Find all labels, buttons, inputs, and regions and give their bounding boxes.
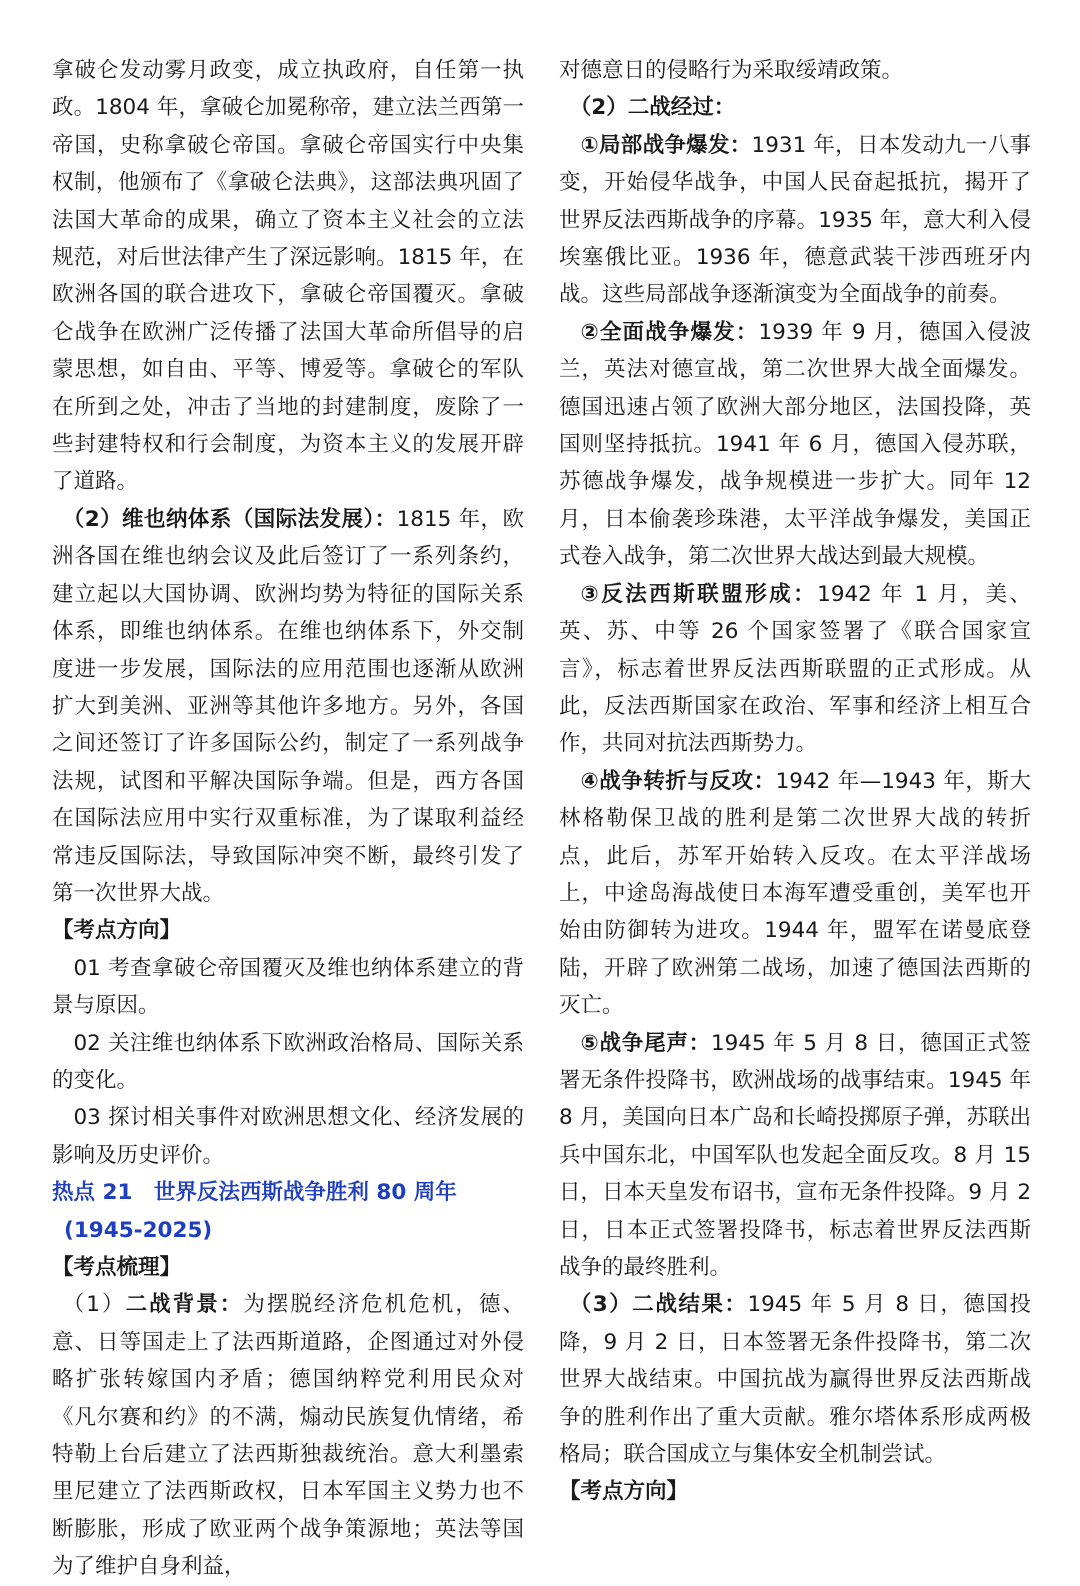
napoleon-paragraph: 拿破仑发动雾月政变，成立执政府，自任第一执政。1804 年，拿破仑加冕称帝，建立法兰西第一帝国，史称拿破仑帝国。拿破仑帝国实行中央集权制，他颁布了《拿破仑法典》，这部法典巩固了法国大革命的成果，确立了资本主义社会的立法规范，对后世法律产生了深远影响。1815 年，在欧洲各国的联合进攻下，拿破仑帝国覆灭。拿破仑战争在欧洲广泛传播了法国大革命所倡导的启蒙思想，如自由、平等、博爱等。拿破仑的军队在所到之处，冲击了当地的封建制度，废除了一些封建特权和行会制度，为资本主义的发展开辟了道路。 <box>52 58 524 495</box>
background-paragraph <box>52 1286 524 1585</box>
exam-direction-heading-2: 【考点方向】 <box>559 1479 689 1505</box>
local-war-heading: ①局部战争爆发： <box>580 132 752 158</box>
background-heading: 二战背景： <box>125 1292 244 1318</box>
hotspot-title: 热点 21 世界反法西斯战争胜利 80 周年 <box>52 1180 457 1206</box>
vienna-text: 1815 年，欧洲各国在维也纳会议及此后签订了一系列条约，建立起以大国协调、欧洲均势为特征的国际关系体系，即维也纳体系。在维也纳体系下，外交制度进一步发展，国际法的应用范围也逐渐从欧洲扩大到美洲、亚洲等其他许多地方。另外，各国之间还签订了许多国际公约，制定了一系列战争法规，试图和平解决国际争端。但是，西方各国在国际法应用中实行双重标准，为了谋取利益经常违反国际法，导致国际冲突不断，最终引发了第一次世界大战。 <box>52 506 524 906</box>
background-text: 为摆脱经济危机危机，德、意、日等国走上了法西斯道路，企图通过对外侵略扩张转嫁国内矛盾；德国纳粹党利用民众对《凡尔赛和约》的不满，煽动民族复仇情绪，希特勒上台后建立了法西斯独裁统治。意大利墨索里尼建立了法西斯政权，日本军国主义势力也不断膨胀，形成了欧亚两个战争策源地；英法等国为了维护自身利益， <box>52 1292 524 1580</box>
exam-direction-heading: 【考点方向】 <box>52 918 182 944</box>
war-end-paragraph <box>559 1025 1031 1287</box>
war-result-text: 1945 年 5 月 8 日，德国投降，9 月 2 日，日本签署无条件投降书，第二次世界大战结束。中国抗战为赢得世界反法西斯战争的胜利作出了重大贡献。雅尔塔体系形成两极格局；联合国成立与集体安全机制尝试。 <box>559 1292 1031 1468</box>
turning-point-text: 1942 年—1943 年，斯大林格勒保卫战的胜利是第二次世界大战的转折点，此后，苏军开始转入反攻。在太平洋战场上，中途岛海战使日本海军遭受重创，美军也开始由防御转为进攻。1944 年，盟军在诺曼底登陆，开辟了欧洲第二战场，加速了德国法西斯的灭亡。 <box>559 768 1031 1019</box>
right-column <box>559 52 1031 1511</box>
exam-direction-item-1: 01 考查拿破仑帝国覆灭及维也纳体系建立的背景与原因。 <box>52 955 524 1019</box>
war-end-text: 1945 年 5 月 8 日，德国正式签署无条件投降书，欧洲战场的战事结束。1945 年 8 月，美国向日本广岛和长崎投掷原子弹，苏联出兵中国东北，中国军队也发起全面反攻。8 月 15 日，日本天皇发布诏书，宣布无条件投降。9 月 2 日，日本正式签署投降书，标志着世界反法西斯战争的最终胜利。 <box>559 1030 1032 1280</box>
local-war-text: 1931 年，日本发动九一八事变，开始侵华战争，中国人民奋起抵抗，揭开了世界反法西斯战争的序幕。1935 年，意大利入侵埃塞俄比亚。1936 年，德意武装干涉西班牙内战。这些局部战争逐渐演变为全面战争的前奏。 <box>559 132 1031 308</box>
local-war-paragraph <box>559 127 1031 314</box>
appeasement-line: 对德意日的侵略行为采取绥靖政策。 <box>559 58 904 83</box>
exam-points-heading: 【考点梳理】 <box>52 1255 182 1280</box>
vienna-heading: （2）维也纳体系（国际法发展）： <box>62 506 397 532</box>
turning-point-paragraph <box>559 763 1031 1025</box>
background-number: （1） <box>62 1292 126 1318</box>
exam-direction-item-2: 02 关注维也纳体系下欧洲政治格局、国际关系的变化。 <box>52 1030 524 1093</box>
alliance-text: 1942 年 1 月，美、英、苏、中等 26 个国家签署了《联合国家宣言》，标志着世界反法西斯联盟的正式形成。从此，反法西斯国家在政治、军事和经济上相互合作，共同对抗法西斯势力。 <box>559 581 1031 757</box>
full-war-heading: ②全面战争爆发： <box>580 319 759 345</box>
hotspot-years: (1945-2025) <box>64 1217 213 1243</box>
full-war-text: 1939 年 9 月，德国入侵波兰，英法对德宣战，第二次世界大战全面爆发。德国迅速占领了欧洲大部分地区，法国投降，英国则坚持抵抗。1941 年 6 月，德国入侵苏联，苏德战争爆发，战争规模进一步扩大。同年 12 月，日本偷袭珍珠港，太平洋战争爆发，美国正式卷入战争，第二次世界大战达到最大规模。 <box>559 319 1031 570</box>
full-war-paragraph <box>559 314 1031 576</box>
war-result-paragraph <box>559 1286 1031 1473</box>
vienna-paragraph <box>52 501 524 912</box>
alliance-paragraph <box>559 576 1031 763</box>
war-course-heading: （2）二战经过： <box>569 95 736 121</box>
left-column <box>52 52 524 1586</box>
war-end-heading: ⑤战争尾声： <box>580 1030 711 1056</box>
war-result-heading: （3）二战结果： <box>569 1292 748 1318</box>
turning-point-heading: ④战争转折与反攻： <box>580 768 776 794</box>
exam-direction-item-3: 03 探讨相关事件对欧洲思想文化、经济发展的影响及历史评价。 <box>52 1105 524 1168</box>
alliance-heading: ③反法西斯联盟形成： <box>580 581 818 607</box>
